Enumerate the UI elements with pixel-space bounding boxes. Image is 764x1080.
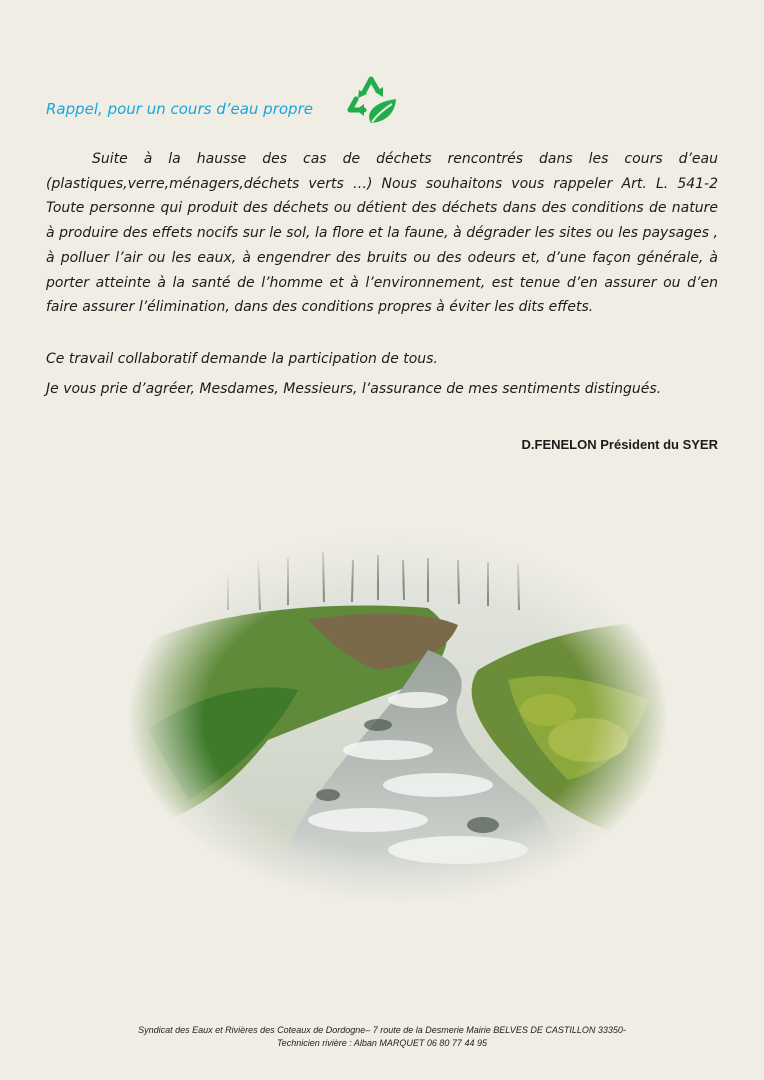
footer	[0, 1024, 764, 1050]
signature: D.FENELON Président du SYER	[521, 437, 718, 452]
river-photo	[128, 530, 668, 905]
footer-address: Syndicat des Eaux et Rivières des Coteaux de Dordogne– 7 route de la Desmerie Mairie BELVES DE CASTILLON 33350-	[138, 1025, 626, 1035]
notice-body	[46, 147, 718, 320]
notice-paragraph: Suite à la hausse des cas de déchets rencontrés dans les cours d’eau (plastiques,verre,ménagers,déchets verts …) Nous souhaitons vous rappeler Art. L. 541-2 Toute personne qui produit des déchets ou détient des déchets dans des conditions de nature à produire des effets nocifs sur le sol, la flore et la faune, à dégrader les sites ou les paysages , à polluer l’air ou les eaux, à engendrer des bruits ou des odeurs et, d’une façon générale, à porter atteinte à la santé de l’homme et à l’environnement, est tenue d’en assurer ou d’en faire assurer l’élimination, dans des conditions propres à éviter les dits effets.	[46, 151, 718, 316]
footer-contact: Technicien rivière : Alban MARQUET 06 80 77 44 95	[277, 1038, 487, 1048]
page-heading: Rappel, pour un cours d’eau propre	[46, 100, 313, 118]
closing-line: Je vous prie d’agréer, Mesdames, Messieurs, l’assurance de mes sentiments distingués.	[46, 381, 662, 397]
closing-line: Ce travail collaboratif demande la participation de tous.	[46, 351, 438, 367]
closing-block	[46, 347, 718, 407]
recycle-leaf-icon	[342, 66, 402, 126]
